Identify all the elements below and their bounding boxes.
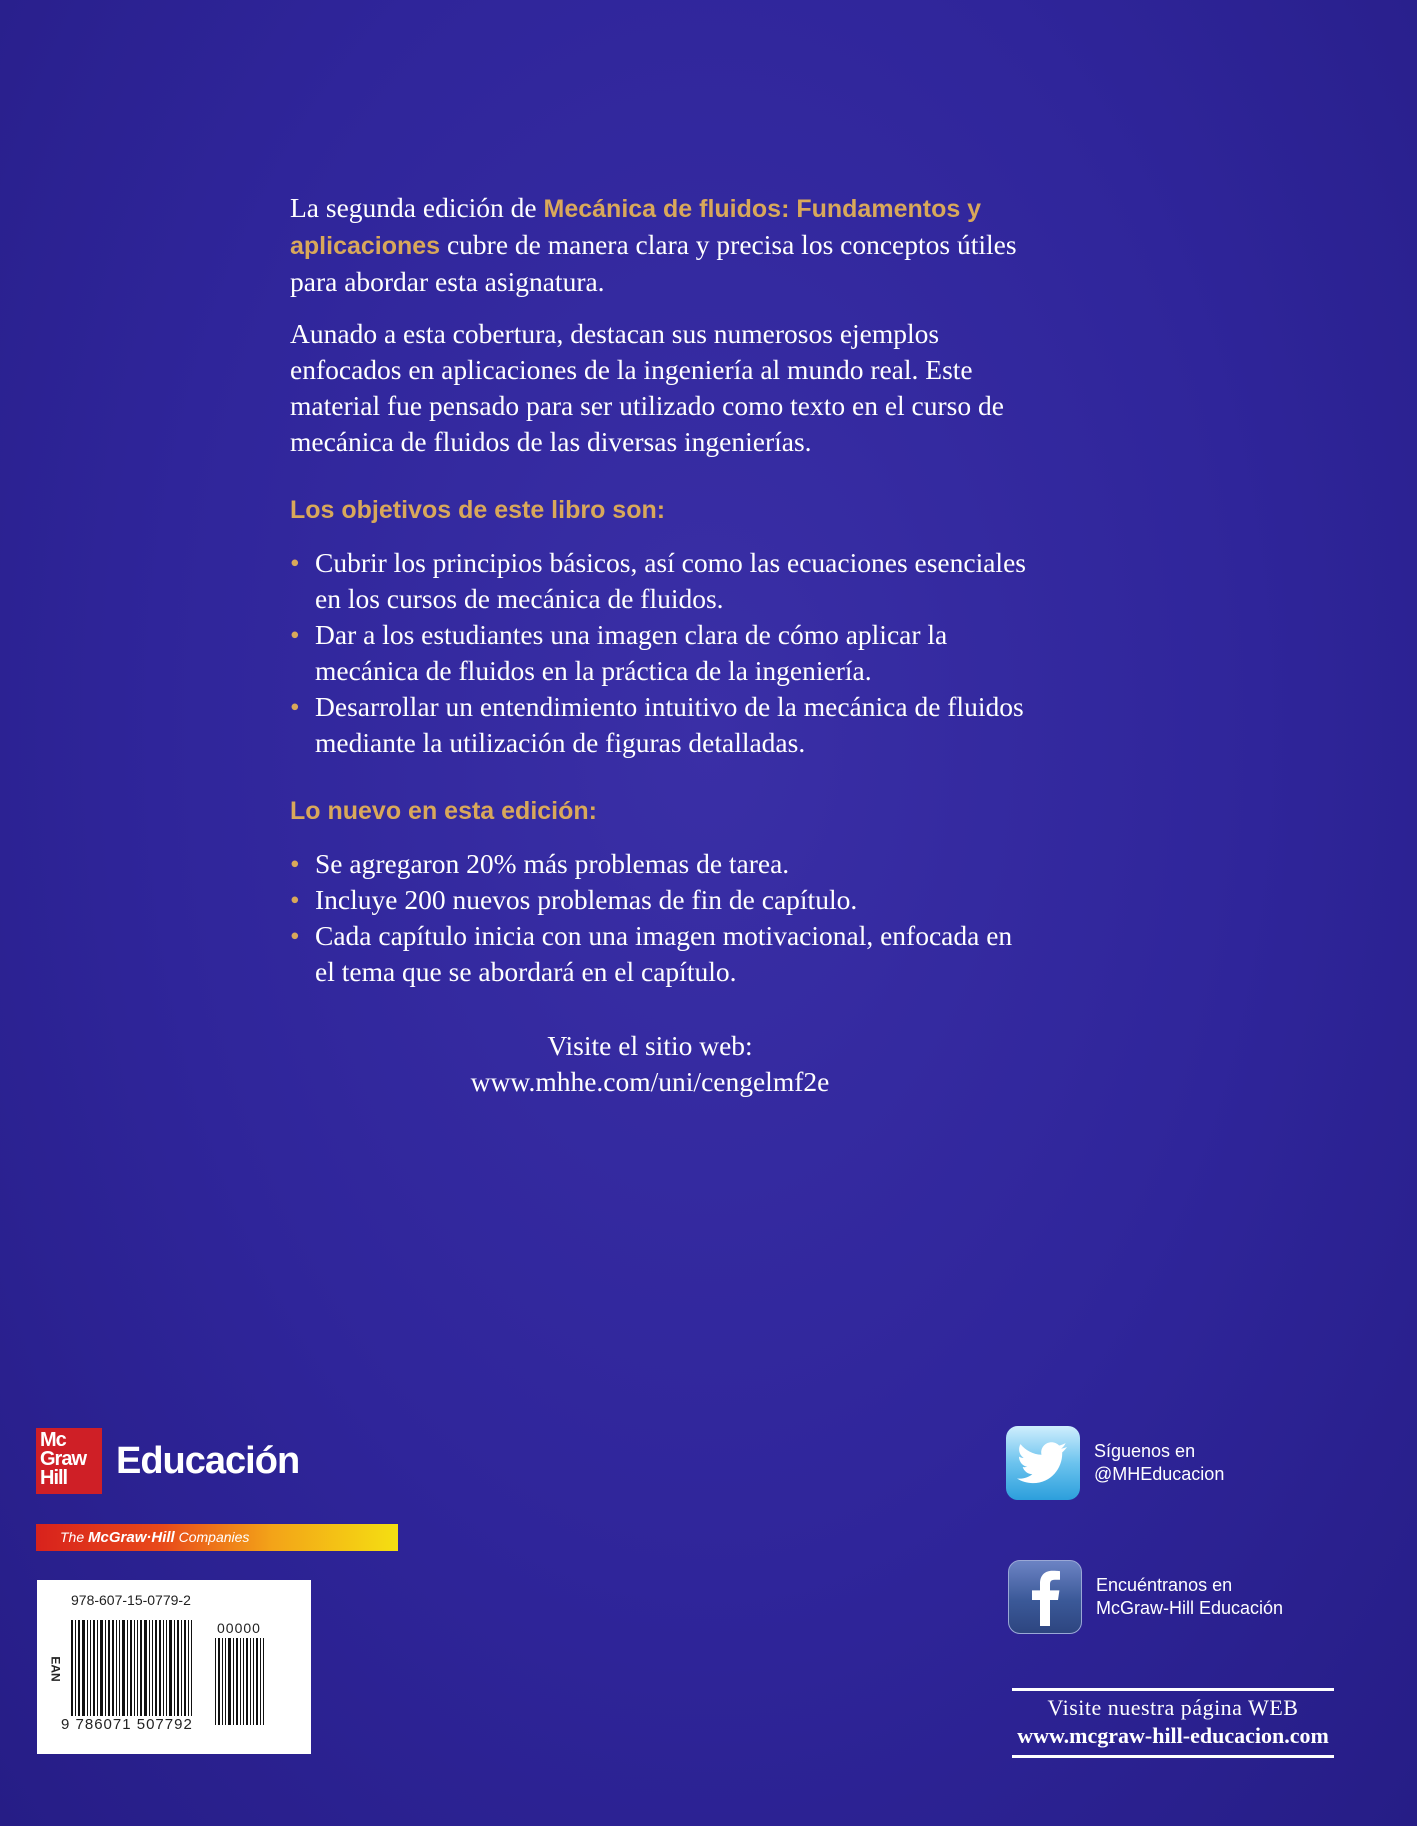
intro-after: cubre de manera clara y precisa los conceptos útiles para abordar esta asignatura.: [290, 229, 1017, 297]
barcode-bar: [166, 1620, 167, 1725]
barcode-bar: [78, 1620, 80, 1725]
bullet-icon: •: [290, 848, 300, 879]
barcode-bar: [260, 1638, 261, 1725]
facebook-line1: Encuéntranos en: [1096, 1575, 1233, 1595]
twitter-bird-icon: [1006, 1426, 1080, 1500]
barcode-bar: [236, 1638, 238, 1725]
objectives-list: [290, 545, 1030, 761]
publisher-name: Educación: [116, 1439, 300, 1482]
barcode-bar: [75, 1620, 76, 1725]
barcode-bar: [184, 1620, 186, 1725]
barcode-bar: [159, 1620, 161, 1725]
intro-paragraph: [290, 190, 1030, 300]
facebook-block[interactable]: [1008, 1560, 1283, 1634]
barcode-bar: [174, 1620, 175, 1725]
barcode-bar: [163, 1620, 164, 1725]
barcode-bar: [228, 1638, 231, 1725]
list-item: • Cada capítulo inicia con una imagen motivacional, enfocada en el tema que se abordará en el capítulo.: [290, 920, 1013, 987]
barcode-bar: [140, 1620, 142, 1725]
barcode-addon-number: 00000: [217, 1620, 261, 1636]
barcode-bar: [119, 1620, 120, 1725]
ean-number: 9 786071 507792: [61, 1716, 193, 1733]
facebook-page[interactable]: McGraw-Hill Educación: [1096, 1598, 1284, 1618]
list-item: • Se agregaron 20% más problemas de tarea.: [290, 846, 1030, 882]
twitter-line1: Síguenos en: [1094, 1441, 1196, 1461]
companies-banner: The McGraw·Hill Companies: [36, 1524, 398, 1551]
twitter-block[interactable]: [1006, 1426, 1224, 1500]
bullet-icon: •: [290, 920, 300, 951]
publisher-logo: [36, 1428, 299, 1494]
barcode-bar: [181, 1620, 182, 1725]
barcode-bar: [188, 1620, 189, 1725]
bullet-icon: •: [290, 691, 300, 722]
barcode-bar: [100, 1620, 103, 1725]
footer-website: [1012, 1688, 1334, 1758]
objectives-heading: Los objetivos de este libro son:: [290, 496, 666, 524]
divider: [1012, 1755, 1334, 1758]
barcode-bar: [130, 1620, 132, 1725]
barcode-bar: [246, 1638, 248, 1725]
barcode-bar: [218, 1638, 220, 1725]
back-cover-text: [290, 190, 1030, 1100]
barcode-bar: [71, 1620, 73, 1725]
barcode-bar: [144, 1620, 147, 1725]
barcode-bar: [155, 1620, 157, 1725]
barcode-bars: [71, 1620, 209, 1725]
list-item: • Desarrollar un entendimiento intuitivo de la mecánica de fluidos mediante la utilización de figuras detalladas.: [290, 691, 1024, 758]
barcode-bar: [169, 1620, 172, 1725]
barcode-bar: [122, 1620, 125, 1725]
barcode-bar: [82, 1620, 85, 1725]
barcode-bar: [191, 1620, 192, 1725]
intro-before: La segunda edición de: [290, 192, 544, 223]
barcode-label: [37, 1580, 311, 1754]
barcode-bar: [112, 1620, 114, 1725]
isbn-number: 978-607-15-0779-2: [71, 1592, 191, 1608]
footer-web-url[interactable]: www.mcgraw-hill-educacion.com: [1017, 1723, 1329, 1748]
barcode-bar: [108, 1620, 110, 1725]
barcode-bar: [253, 1638, 254, 1725]
list-item: • Dar a los estudiantes una imagen clara de cómo aplicar la mecánica de fluidos en la práctica de la ingeniería.: [290, 619, 948, 686]
mcgraw-hill-logo-icon: Mc Graw Hill: [36, 1428, 102, 1494]
ean-label: EAN: [48, 1656, 63, 1682]
barcode-bar: [137, 1620, 138, 1725]
barcode-bar: [90, 1620, 91, 1725]
twitter-handle[interactable]: @MHEducacion: [1094, 1464, 1225, 1484]
new-edition-heading: Lo nuevo en esta edición:: [290, 797, 597, 825]
barcode-bar: [225, 1638, 226, 1725]
facebook-f-icon: [1008, 1560, 1082, 1634]
book-title: Mecánica de fluidos: Fundamentos y aplicaciones: [290, 195, 982, 260]
list-item: • Incluye 200 nuevos problemas de fin de capítulo.: [290, 882, 1030, 918]
barcode-bar: [97, 1620, 98, 1725]
barcode-bar: [240, 1638, 241, 1725]
barcode-bar: [233, 1638, 234, 1725]
bullet-icon: •: [290, 884, 300, 915]
footer-web-label: Visite nuestra página WEB: [1047, 1695, 1299, 1720]
barcode-bar: [177, 1620, 179, 1725]
barcode-addon-bars: [215, 1638, 277, 1725]
barcode-bar: [250, 1638, 251, 1725]
barcode-bar: [215, 1638, 216, 1725]
barcode-bar: [93, 1620, 95, 1725]
barcode-bar: [243, 1638, 244, 1725]
website-label: Visite el sitio web:: [547, 1030, 753, 1061]
barcode-bar: [127, 1620, 128, 1725]
new-edition-list: [290, 846, 1030, 990]
barcode-bar: [256, 1638, 258, 1725]
description-paragraph: Aunado a esta cobertura, destacan sus numerosos ejemplos enfocados en aplicaciones de la ingeniería al mundo real. Este material fue pensado para ser utilizado como texto en el curso de mecánica de fluidos de las diversas ingenierías.: [290, 318, 1004, 457]
barcode-bar: [87, 1620, 88, 1725]
barcode-bar: [116, 1620, 117, 1725]
website-url[interactable]: www.mhhe.com/uni/cengelmf2e: [470, 1066, 830, 1097]
barcode-bar: [263, 1638, 264, 1725]
barcode-bar: [105, 1620, 106, 1725]
barcode-bar: [152, 1620, 153, 1725]
barcode-bar: [134, 1620, 135, 1725]
bullet-icon: •: [290, 619, 300, 650]
barcode-bar: [149, 1620, 150, 1725]
list-item: • Cubrir los principios básicos, así como las ecuaciones esenciales en los cursos de mecánica de fluidos.: [290, 547, 1026, 614]
divider: [1012, 1688, 1334, 1691]
barcode-bar: [222, 1638, 223, 1725]
website-block: [290, 1028, 1010, 1100]
bullet-icon: •: [290, 547, 300, 578]
